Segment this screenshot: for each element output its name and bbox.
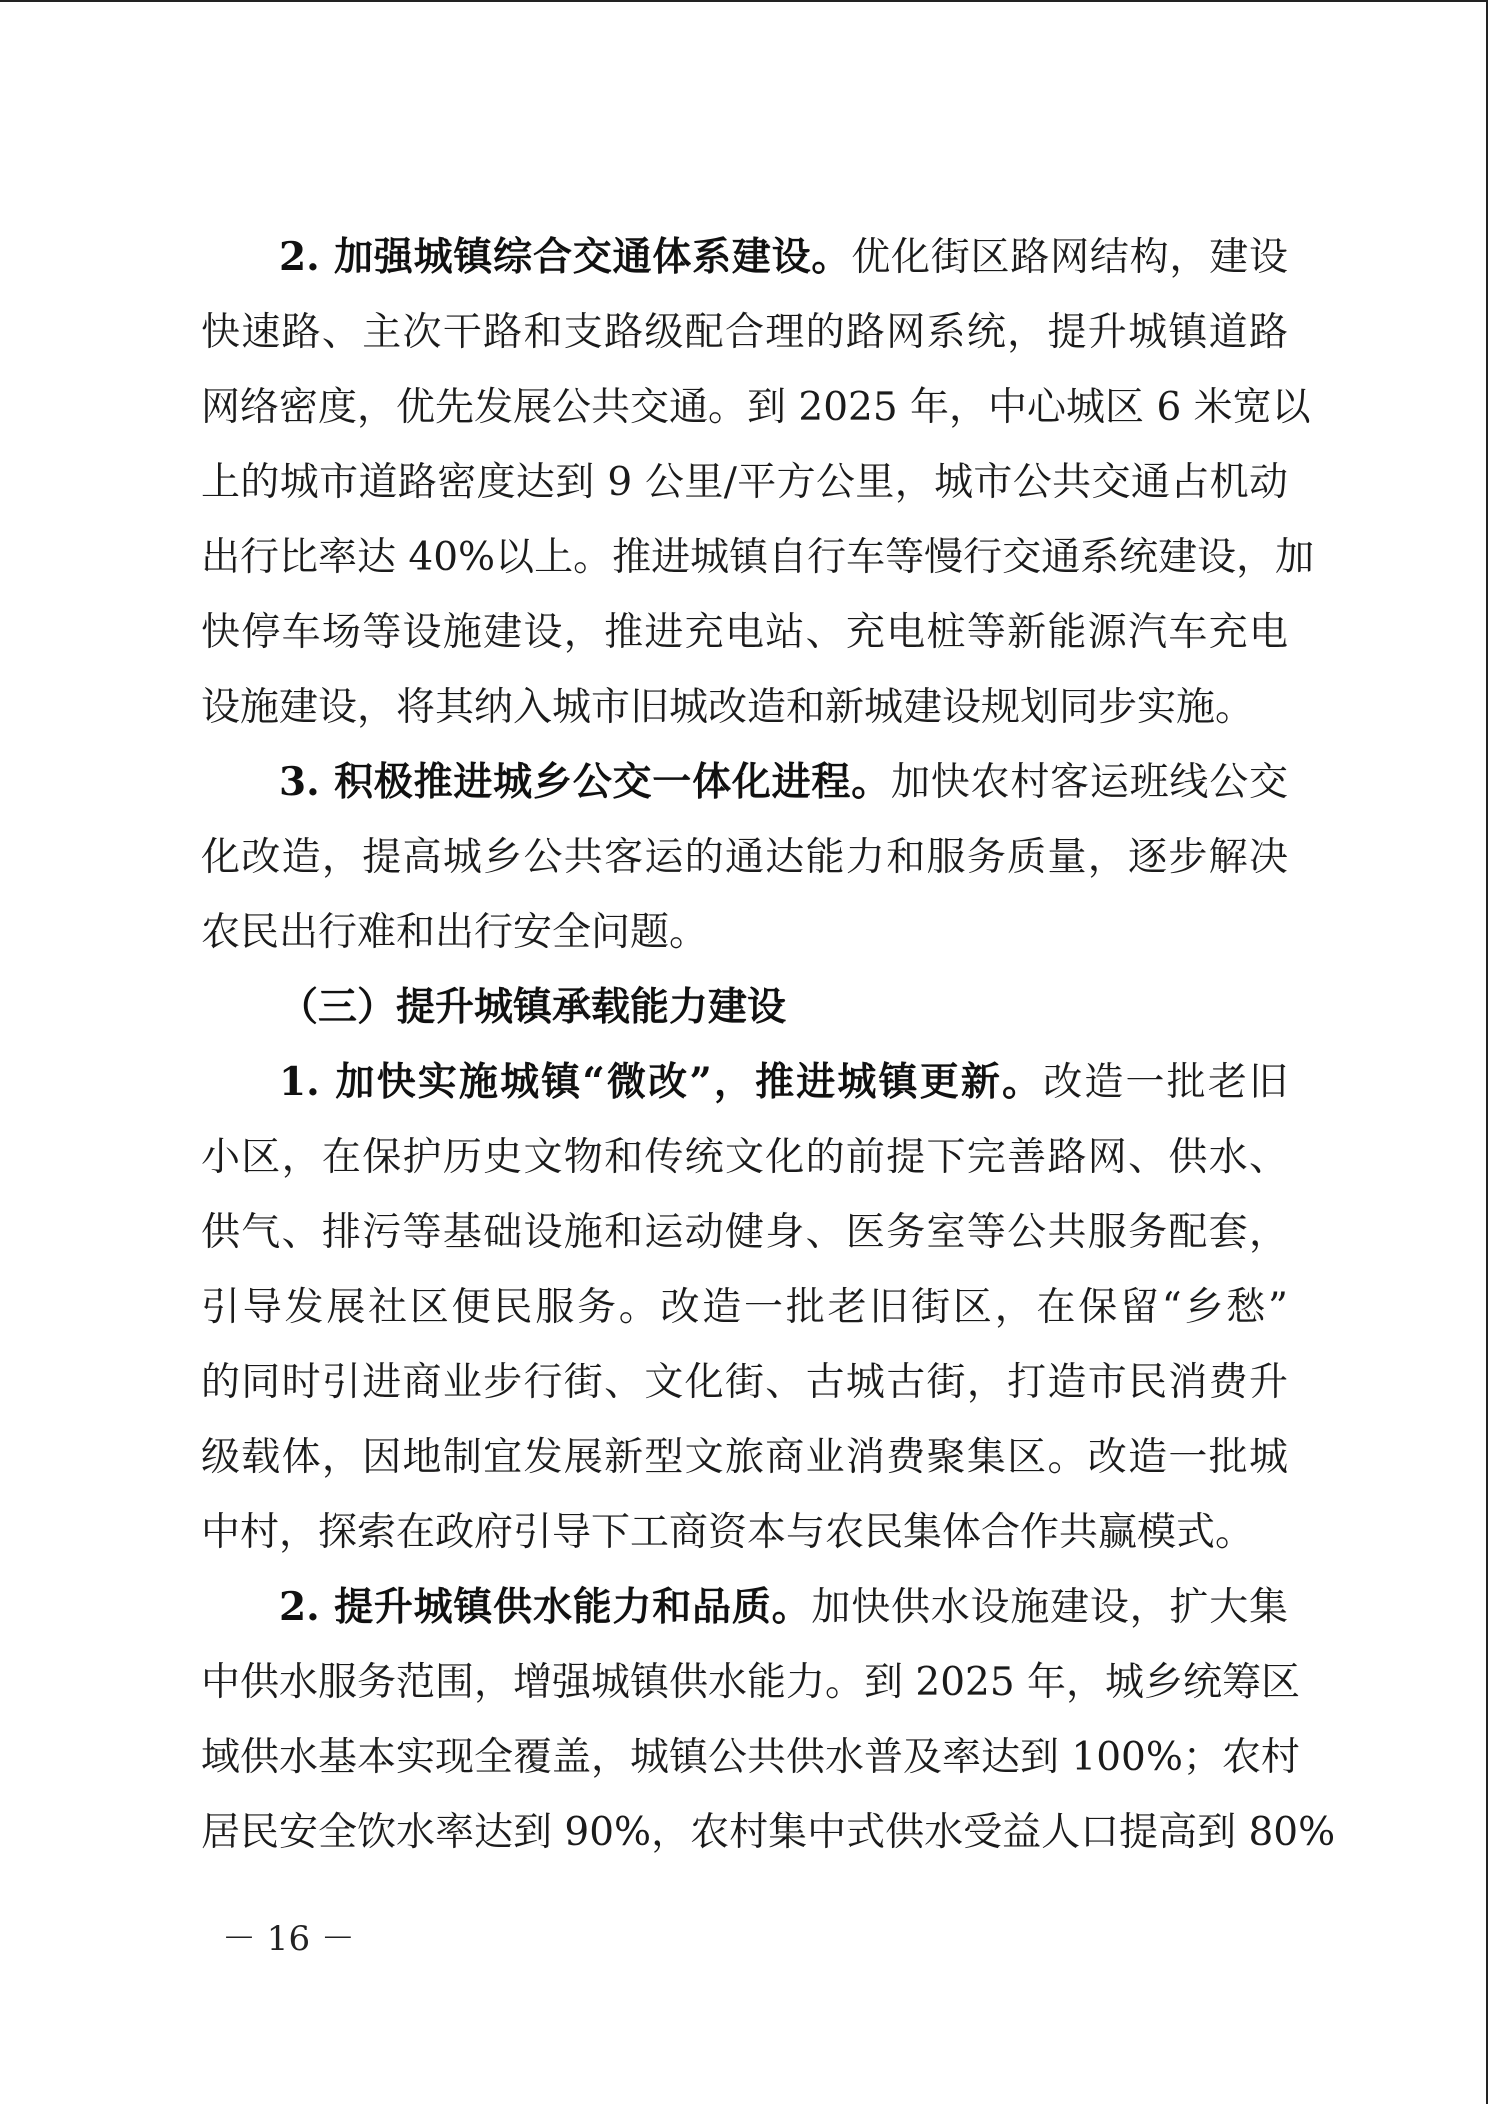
paragraph-lead: 1. 加快实施城镇“微改”，推进城镇更新。 <box>279 1059 1044 1105</box>
body-text-line: 化改造，提高城乡公共客运的通达能力和服务质量，逐步解决 <box>201 835 1288 880</box>
body-text-line: 设施建设，将其纳入城市旧城改造和新城建设规划同步实施。 <box>201 685 1255 730</box>
body-text-line: 供气、排污等基础设施和运动健身、医务室等公共服务配套， <box>201 1210 1288 1255</box>
body-text-line <box>201 1045 1288 1120</box>
body-text-line: 小区，在保护历史文物和传统文化的前提下完善路网、供水、 <box>201 1135 1288 1180</box>
body-text-line: 级载体，因地制宜发展新型文旅商业消费聚集区。改造一批城 <box>201 1435 1288 1480</box>
line-text: 优化街区路网结构，建设 <box>851 235 1288 280</box>
body-text-line: 农民出行难和出行安全问题。 <box>201 910 709 955</box>
body-text-line: 中村，探索在政府引导下工商资本与农民集体合作共赢模式。 <box>201 1510 1255 1555</box>
body-text-line <box>201 1570 1288 1645</box>
paragraph-transport-system <box>201 220 1315 745</box>
line-text: 加快农村客运班线公交 <box>890 760 1288 805</box>
paragraph-urban-renewal <box>201 1045 1288 1570</box>
body-text-line: 的同时引进商业步行街、文化街、古城古街，打造市民消费升 <box>201 1360 1288 1405</box>
paragraph-lead: 3. 积极推进城乡公交一体化进程。 <box>279 759 891 805</box>
paragraph-public-transit <box>201 745 1288 970</box>
body-text-line <box>201 745 1288 820</box>
page-top-edge <box>0 0 1488 2</box>
body-text-line: 居民安全饮水率达到 90%，农村集中式供水受益人口提高到 80% <box>201 1810 1336 1855</box>
body-text <box>201 220 1336 1870</box>
body-text-line: 快速路、主次干路和支路级配合理的路网系统，提升城镇道路 <box>201 310 1288 355</box>
line-text: 加快供水设施建设，扩大集 <box>811 1585 1288 1630</box>
paragraph-lead: 2. 提升城镇供水能力和品质。 <box>279 1584 812 1630</box>
body-text-line: 网络密度，优先发展公共交通。到 2025 年，中心城区 6 米宽以 <box>201 385 1311 430</box>
body-text-line: 快停车场等设施建设，推进充电站、充电桩等新能源汽车充电 <box>201 610 1288 655</box>
body-text-line <box>201 220 1288 295</box>
line-text: 改造一批老旧 <box>1043 1060 1288 1105</box>
section-heading: （三）提升城镇承载能力建设 <box>279 984 787 1030</box>
paragraph-lead: 2. 加强城镇综合交通体系建设。 <box>279 234 852 280</box>
body-text-line: 出行比率达 40%以上。推进城镇自行车等慢行交通系统建设，加 <box>201 535 1315 580</box>
body-text-line: 引导发展社区便民服务。改造一批老旧街区，在保留“乡愁” <box>201 1285 1288 1330</box>
page-number: － 16 － <box>222 1919 355 1959</box>
paragraph-water-supply <box>201 1570 1336 1870</box>
body-text-line: 域供水基本实现全覆盖，城镇公共供水普及率达到 100%；农村 <box>201 1735 1300 1780</box>
body-text-line: 中供水服务范围，增强城镇供水能力。到 2025 年，城乡统筹区 <box>201 1660 1301 1705</box>
body-text-line: 上的城市道路密度达到 9 公里/平方公里，城市公共交通占机动 <box>201 460 1288 505</box>
